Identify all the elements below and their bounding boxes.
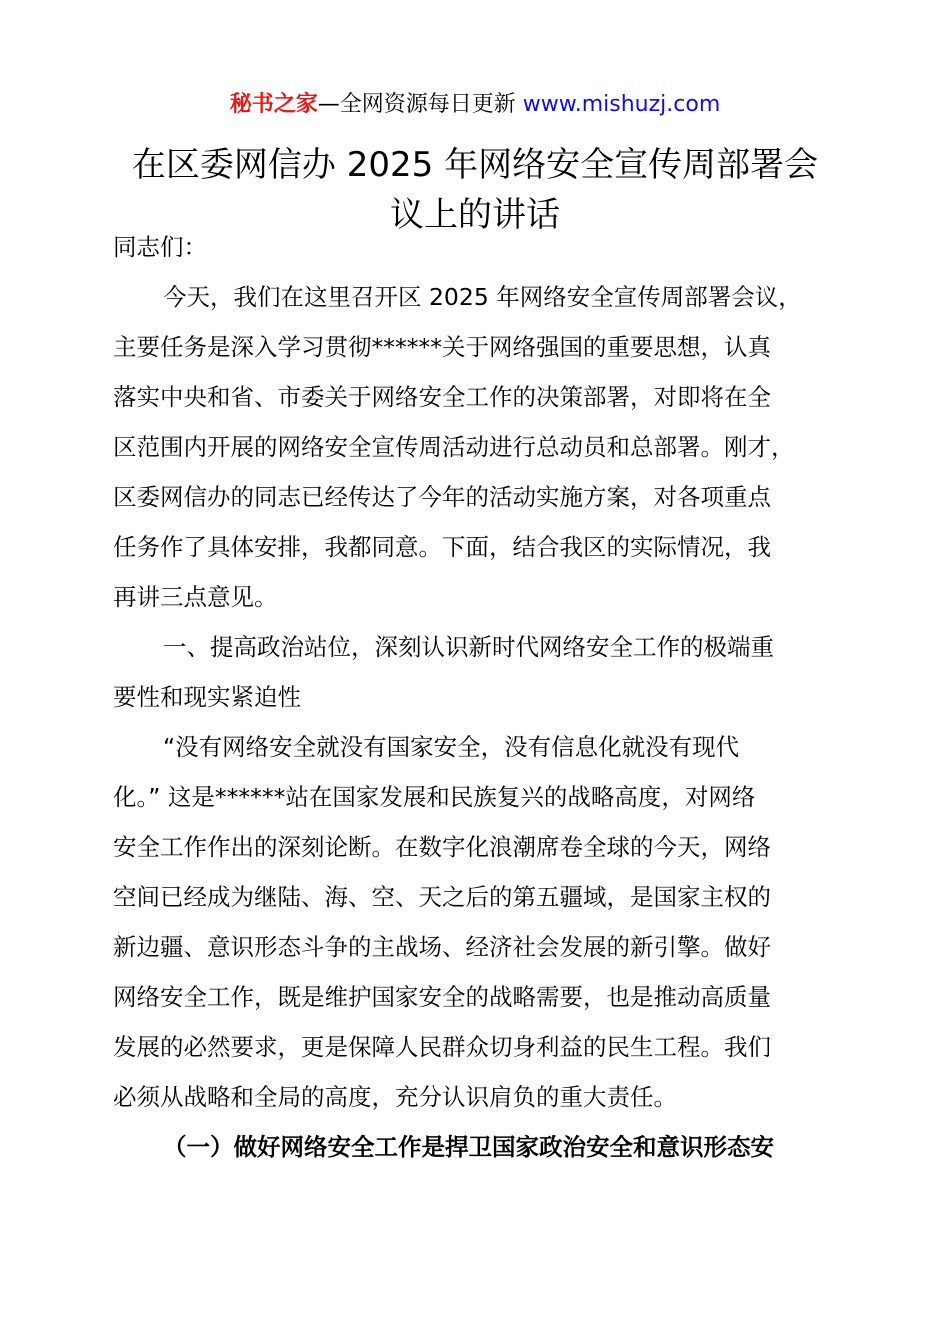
paragraph-line: 再讲三点意见。 (113, 583, 278, 611)
paragraph-line: 必须从战略和全局的高度，充分认识肩负的重大责任。 (113, 1083, 677, 1111)
paragraph-line: 区委网信办的同志已经传达了今年的活动实施方案，对各项重点 (113, 483, 771, 511)
header-tagline: —全网资源每日更新 (317, 92, 523, 117)
document-body (113, 222, 838, 1172)
paragraph-line: 区范围内开展的网络安全宣传周活动进行总动员和总部署。刚才， (113, 433, 795, 461)
site-header (0, 88, 950, 122)
paragraph-line: 落实中央和省、市委关于网络安全工作的决策部署，对即将在全 (113, 383, 771, 411)
site-url[interactable]: www.mishuzj.com (522, 92, 721, 117)
paragraph-line: 新边疆、意识形态斗争的主战场、经济社会发展的新引擎。做好 (113, 933, 771, 961)
brand-name: 秘书之家 (229, 92, 318, 117)
paragraph-line: “没有网络安全就没有国家安全，没有信息化就没有现代 (163, 733, 740, 761)
paragraph-line: 空间已经成为继陆、海、空、天之后的第五疆域，是国家主权的 (113, 883, 771, 911)
salutation: 同志们： (113, 233, 207, 261)
title-line: 在区委网信办 2025 年网络安全宣传周部署会 (131, 145, 819, 185)
section-heading-line: 要性和现实紧迫性 (113, 683, 301, 711)
paragraph-line: 发展的必然要求，更是保障人民群众切身利益的民生工程。我们 (113, 1033, 771, 1061)
paragraph-line: 安全工作作出的深刻论断。在数字化浪潮席卷全球的今天，网络 (113, 833, 771, 861)
section-heading-line: 一、提高政治站位，深刻认识新时代网络安全工作的极端重 (163, 633, 774, 661)
subsection-heading-line: （一）做好网络安全工作是捍卫国家政治安全和意识形态安 (163, 1133, 774, 1161)
paragraph-line: 今天，我们在这里召开区 2025 年网络安全宣传周部署会议， (163, 283, 802, 311)
paragraph-line: 化。” 这是******站在国家发展和民族复兴的战略高度，对网络 (113, 783, 756, 811)
paragraph-line: 主要任务是深入学习贯彻******关于网络强国的重要思想，认真 (113, 333, 771, 361)
paragraph-line: 任务作了具体安排，我都同意。下面，结合我区的实际情况，我 (113, 533, 771, 561)
paragraph-line: 网络安全工作，既是维护国家安全的战略需要，也是推动高质量 (113, 983, 771, 1011)
title-line: 议上的讲话 (390, 195, 560, 235)
